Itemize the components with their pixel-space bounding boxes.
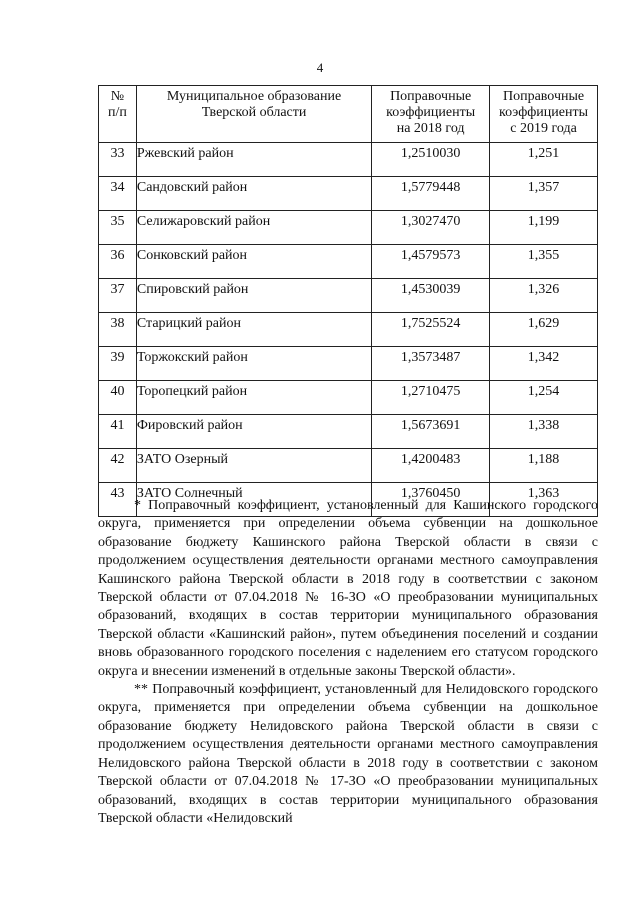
table-body	[99, 143, 598, 517]
header-coef-2018: Поправочные коэффициенты на 2018 год	[372, 86, 490, 143]
row-municipality: Селижаровский район	[136, 211, 371, 245]
row-municipality: Старицкий район	[136, 313, 371, 347]
row-coef-2019: 1,363	[490, 483, 598, 517]
header-coef-2019: Поправочные коэффициенты с 2019 года	[490, 86, 598, 143]
header-number: № п/п	[99, 86, 137, 143]
row-municipality: Ржевский район	[136, 143, 371, 177]
row-number: 37	[99, 279, 137, 313]
row-number: 34	[99, 177, 137, 211]
table-row	[99, 313, 598, 347]
table-row	[99, 211, 598, 245]
row-number: 41	[99, 415, 137, 449]
row-number: 36	[99, 245, 137, 279]
row-number: 33	[99, 143, 137, 177]
row-municipality: Торжокский район	[136, 347, 371, 381]
row-municipality: ЗАТО Озерный	[136, 449, 371, 483]
footnotes	[98, 497, 598, 828]
row-coef-2018: 1,3027470	[372, 211, 490, 245]
coefficients-table	[98, 85, 598, 517]
header-municipality: Муниципальное образование Тверской области	[136, 86, 371, 143]
row-coef-2018: 1,4200483	[372, 449, 490, 483]
table-header-row	[99, 86, 598, 143]
page-number: 4	[316, 60, 324, 75]
row-coef-2018: 1,5673691	[372, 415, 490, 449]
table-row	[99, 381, 598, 415]
row-coef-2018: 1,2510030	[372, 143, 490, 177]
table-row	[99, 177, 598, 211]
row-coef-2019: 1,629	[490, 313, 598, 347]
row-coef-2018: 1,4530039	[372, 279, 490, 313]
row-number: 39	[99, 347, 137, 381]
table-row	[99, 347, 598, 381]
row-number: 42	[99, 449, 137, 483]
row-number: 38	[99, 313, 137, 347]
row-municipality: Сандовский район	[136, 177, 371, 211]
row-coef-2018: 1,5779448	[372, 177, 490, 211]
row-municipality: Фировский район	[136, 415, 371, 449]
row-coef-2018: 1,4579573	[372, 245, 490, 279]
row-coef-2019: 1,326	[490, 279, 598, 313]
row-coef-2019: 1,251	[490, 143, 598, 177]
footnote-2: ** Поправочный коэффициент, установленный для Нелидовского городского округа, применяется при определении объема субвенции на дошкольное образование бюджету Нелидовского района Тверской области в связи с продолжением осуществления деятельности органами местного самоуправления Нелидовского района Тверской области в 2018 году в соответствии с законом Тверской области от 07.04.2018 № 17-ЗО «О преобразовании муниципальных образований, входящих в состав территории муниципального образования Тверской области «Нелидовский	[98, 682, 598, 826]
row-coef-2018: 1,2710475	[372, 381, 490, 415]
row-coef-2019: 1,355	[490, 245, 598, 279]
table-row	[99, 143, 598, 177]
row-municipality: Торопецкий район	[136, 381, 371, 415]
table-row	[99, 415, 598, 449]
row-coef-2018: 1,3760450	[372, 483, 490, 517]
row-coef-2018: 1,7525524	[372, 313, 490, 347]
row-coef-2018: 1,3573487	[372, 347, 490, 381]
row-coef-2019: 1,338	[490, 415, 598, 449]
footnote-1: * Поправочный коэффициент, установленный для Кашинского городского округа, применяется при определении объема субвенции на дошкольное образование бюджету Кашинского района Тверской области в связи с продолжением осуществления деятельности органами местного самоуправления Кашинского района Тверской области в 2018 году в соответствии с законом Тверской области от 07.04.2018 № 16-ЗО «О преобразовании муниципальных образований, входящих в состав территории муниципального образования Тверской области «Кашинский район», путем объединения поселений и создании вновь образованного городского поселения с наделением его статусом городского округа и внесении изменений в отдельные законы Тверской области».	[98, 498, 598, 679]
row-number: 40	[99, 381, 137, 415]
row-municipality: Спировский район	[136, 279, 371, 313]
table-row	[99, 449, 598, 483]
row-coef-2019: 1,342	[490, 347, 598, 381]
row-coef-2019: 1,188	[490, 449, 598, 483]
row-coef-2019: 1,199	[490, 211, 598, 245]
row-municipality: ЗАТО Солнечный	[136, 483, 371, 517]
table-row	[99, 279, 598, 313]
row-coef-2019: 1,254	[490, 381, 598, 415]
row-coef-2019: 1,357	[490, 177, 598, 211]
row-number: 43	[99, 483, 137, 517]
table-row	[99, 245, 598, 279]
row-municipality: Сонковский район	[136, 245, 371, 279]
row-number: 35	[99, 211, 137, 245]
